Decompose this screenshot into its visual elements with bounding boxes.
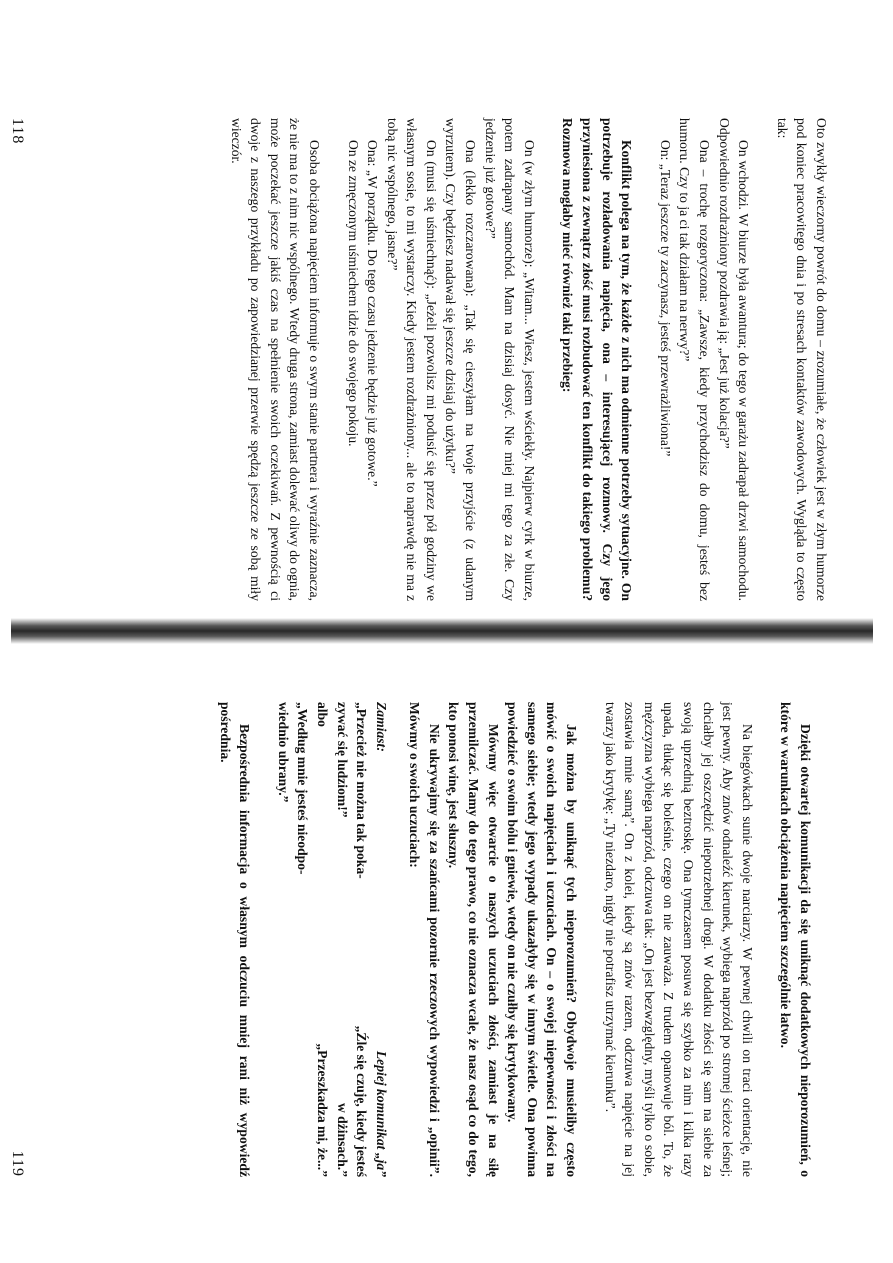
comparison-instead-row: „Przecież nie można tak poka- (354, 702, 370, 879)
page-number-left: 118 (9, 118, 26, 145)
comparison-instead-row: zywać się ludziom!” (334, 702, 350, 818)
paragraph-open-communication: Dzięki otwartej komunikacji da się uniknąć dodatkowych nieporozumień, o które w warunkach obciążenia napięciem szczególnie łatwo. (778, 702, 813, 1177)
page-number-right: 119 (9, 1150, 26, 1177)
paragraph-avoid-misunderstanding: Jak można by uniknąć tych nieporozumień? Obydwoje musieliby często mówić o swoich napięciach i uczuciach. On – o swojej niepewności i złości na samego siebie; wtedy jego wypady ukazałyby się w innym świetle. Ona powinna powiedzieć o swoim bólu i gniewie, wtedy on nie czułby się krytykowany. (505, 702, 580, 1177)
paragraph-summary: Osoba obciążona napięciem informuje o swym stanie partnera i wyraźnie zaznacza, że nie ma to z nim nic wspólnego. Wtedy druga strona, zamiast dolewać oliwy do ognia, może poczekać jeszcze jakiś czas na spełnienie swoich oczekiwań. Z pewnością ci dwoje z naszego przykładu po zapowiedzianej przerwie spędzą jeszcze ze sobą miły wieczór. (228, 118, 322, 601)
comparison-block (273, 702, 391, 1177)
paragraph-conflict: Konflikt polega na tym, że każde z nich ma odmienne potrzeby sytuacyjne. On potrzebuje rozładowania napięcia, ona – interesującej rozmowy. Czy jego przyniesiona z zewnątrz złość musi rozbudować ten konflikt do takiego problemu? Rozmowa mogłaby mieć również taki przebieg: (560, 118, 635, 601)
comparison-better-header: Lepiej komunikat „ja” (373, 1050, 389, 1177)
paragraph-dialog-1: On (w złym humorze): „Witam... Wiesz, jestem wściekły. Najpierw cyrk w biurze, potem zadrapany samochód. Mam na dzisiaj dosyć. Nie miej mi tego za złe. Czy jedzenie już gotowe?” (482, 118, 537, 601)
paragraph-skiers: Na biegówkach sunie dwoje narciarzy. W pewnej chwili on traci orientację, nie jest pewny. Aby znów odnaleźć kierunek, wybiega naprzód po stromej ścieżce leśnej; chciałby jej oszczędzić niepotrzebnej drogi. W dodatku złości się sam na siebie za swoją uprzednią beztroskę. Ona tymczasem posuwa się szybko za nim i kilka razy upada, tłukąc się boleśnie, czego on nie zauważa. Z trudem opanowuje ból. To, że mężczyzna wybiega naprzód, odczuwa tak: „On jest bezwzględny, myśli tylko o sobie, zostawia mnie samą”. On z kolei, kiedy są znów razem, odczuwa napięcie na jej twarzy jako krytykę: „Ty niezdaro, nigdy nie potrafisz utrzymać kierunku”. (602, 702, 755, 1177)
paragraph-intro: Oto zwykły wieczorny powrót do domu – zrozumiałe, że człowiek jest w złym humorze pod koniec pracowitego dnia i po stresach kontaktów zawodowych. Wygląda to często tak: (774, 118, 829, 601)
paragraph-dialog-5: On ze zmęczonym uśmiechem idzie do swojego pokoju. (345, 140, 361, 447)
comparison-better (273, 954, 391, 1178)
comparison-instead-row: wiednio ubrany.” (275, 702, 291, 803)
paragraph-scene-1: On wchodzi. W biurze była awantura; do tego w garażu zadrapał drzwi samochodu. Odpowiednio rozdrażniony pozdrawia ją: „Jest już kolacja?” (716, 118, 752, 601)
paragraph-direct-info: Bezpośrednia informacja o własnym odczuciu mniej rani niż wypowiedź pośrednia. (217, 702, 253, 1177)
comparison-instead-row: albo (314, 702, 330, 727)
comparison-better-row: „Źle się czuję, kiedy jesteś (354, 1025, 370, 1177)
comparison-better-row: w dżinsach.” (334, 1102, 350, 1177)
paragraph-speak-openly: Mówmy więc otwarcie o naszych uczuciach złości, zamiast je na siłę przemilczać. Mamy do tego prawo, co nie oznacza wcale, że nasz osąd co do tego, kto ponosi winę, jest słuszny. (446, 702, 501, 1177)
left-page (0, 0, 893, 615)
comparison-better-row: „Przeszkadza mi, że...” (314, 1043, 330, 1177)
book-gutter (11, 618, 873, 644)
comparison-instead (273, 702, 391, 926)
right-page (0, 650, 893, 1263)
paragraph-scene-3: On: „Teraz jeszcze ty zaczynasz, jesteś przewrażliwiona!” (657, 140, 673, 457)
paragraph-scene-2: Ona – trochę rozgoryczona: „Zawsze, kiedy przychodzisz do domu, jesteś bez humoru. Czy to ja ci tak działam na nerwy?” (677, 118, 713, 601)
comparison-instead-row: „Według mnie jesteś nieodpo- (295, 702, 311, 875)
comparison-instead-header: Zamiast: (373, 702, 389, 752)
paragraph-dialog-2: Ona (lekko rozczarowana): „Tak się cieszyłam na twoje przyjście (z udanym wyrzutem). Czy będziesz nadawał się jeszcze dzisiaj do użytku?” (443, 118, 479, 601)
paragraph-dialog-4: Ona: „W porządku. Do tego czasu jedzenie będzie już gotowe.” (365, 140, 381, 487)
paragraph-dialog-3: On (musi się uśmiechnąć): „Jeżeli pozwolisz mi podusić się przez pół godziny we własnym sosie, to mi wystarczy. Kiedy jestem rozdrażniony... ale to naprawdę nie ma z tobą nic wspólnego, jasne?” (384, 118, 439, 601)
paragraph-dont-hide: Nie ukrywajmy się za szańcami pozornie rzeczowych wypowiedzi i „opinii”. Mówmy o swoich uczuciach: (407, 702, 442, 1177)
